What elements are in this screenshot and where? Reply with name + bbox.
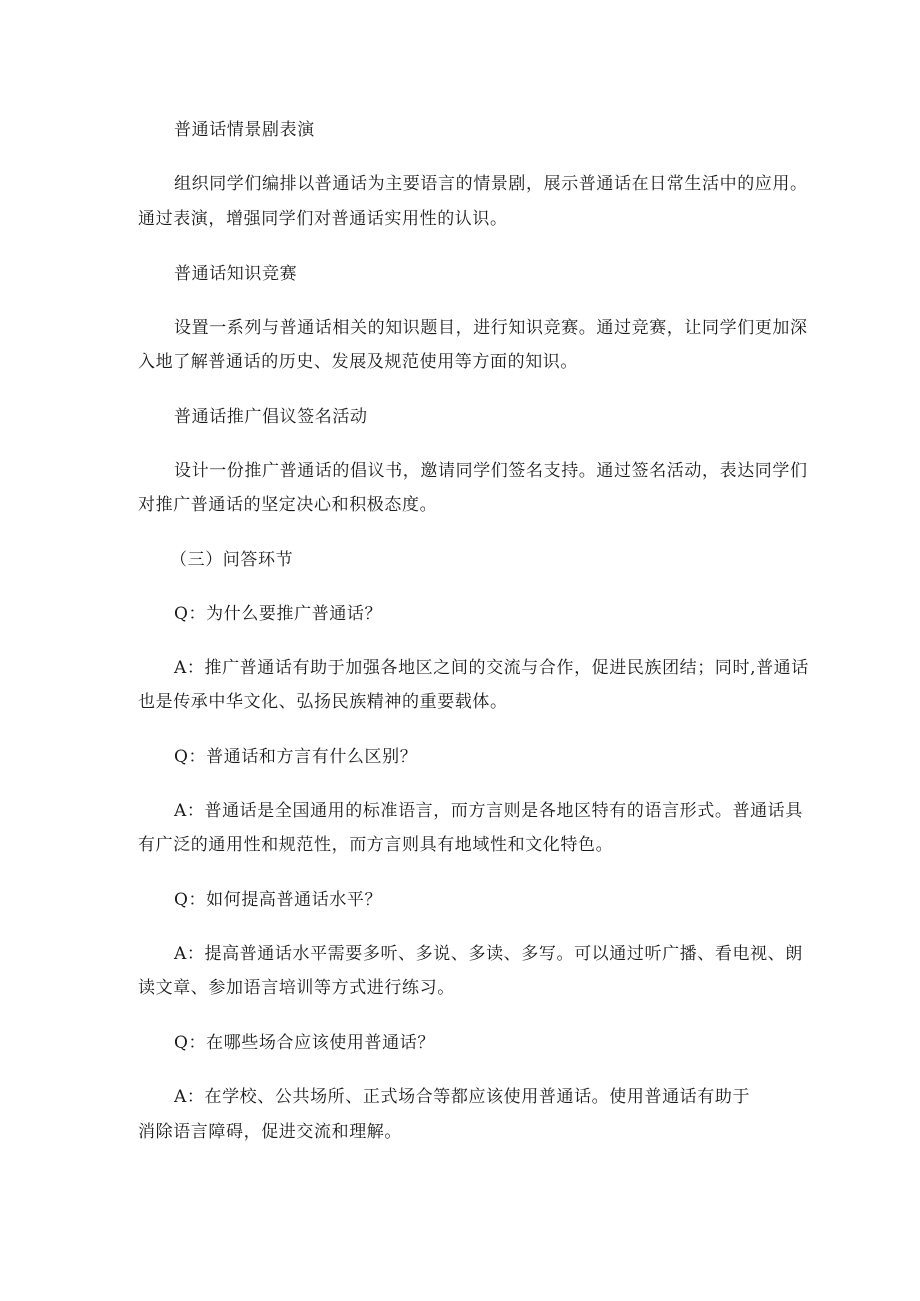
question-line: Q：如何提高普通话水平？ (174, 890, 383, 910)
paragraph-line: 设置一系列与普通话相关的知识题目，进行知识竞赛。通过竞赛，让同学们更加深 (174, 318, 808, 338)
answer-line: 读文章、参加语言培训等方式进行练习。 (138, 978, 455, 998)
question-line: Q：为什么要推广普通话？ (174, 604, 383, 624)
question-line: Q：在哪些场合应该使用普通话？ (174, 1033, 435, 1053)
answer-line: A：在学校、公共场所、正式场合等都应该使用普通话。使用普通话有助于 (174, 1087, 751, 1107)
answer-line: A：提高普通话水平需要多听、多说、多读、多写。可以通过听广播、看电视、朗 (174, 944, 803, 964)
paragraph-line: 入地了解普通话的历史、发展及规范使用等方面的知识。 (138, 352, 578, 372)
answer-line: A：普通话是全国通用的标准语言，而方言则是各地区特有的语言形式。普通话具 (174, 801, 803, 821)
answer-line: 也是传承中华文化、弘扬民族精神的重要载体。 (138, 692, 508, 712)
paragraph-line: 设计一份推广普通话的倡议书，邀请同学们签名支持。通过签名活动，表达同学们 (174, 461, 808, 481)
paragraph-line: 通过表演，增强同学们对普通话实用性的认识。 (138, 209, 508, 229)
paragraph-line: 对推广普通话的坚定决心和积极态度。 (138, 495, 438, 515)
heading-situational-drama: 普通话情景剧表演 (174, 120, 315, 140)
heading-signature-campaign: 普通话推广倡议签名活动 (174, 407, 368, 427)
question-line: Q：普通话和方言有什么区别？ (174, 747, 418, 767)
paragraph-line: 组织同学们编排以普通话为主要语言的情景剧，展示普通话在日常生活中的应用。 (174, 174, 808, 194)
answer-line: A：推广普通话有助于加强各地区之间的交流与合作，促进民族团结；同时,普通话 (174, 658, 809, 678)
answer-line: 消除语言障碍，促进交流和理解。 (138, 1122, 402, 1142)
section-heading-qa: （三）问答环节 (170, 550, 294, 570)
answer-line: 有广泛的通用性和规范性，而方言则具有地域性和文化特色。 (138, 835, 614, 855)
heading-knowledge-contest: 普通话知识竞赛 (174, 264, 298, 284)
